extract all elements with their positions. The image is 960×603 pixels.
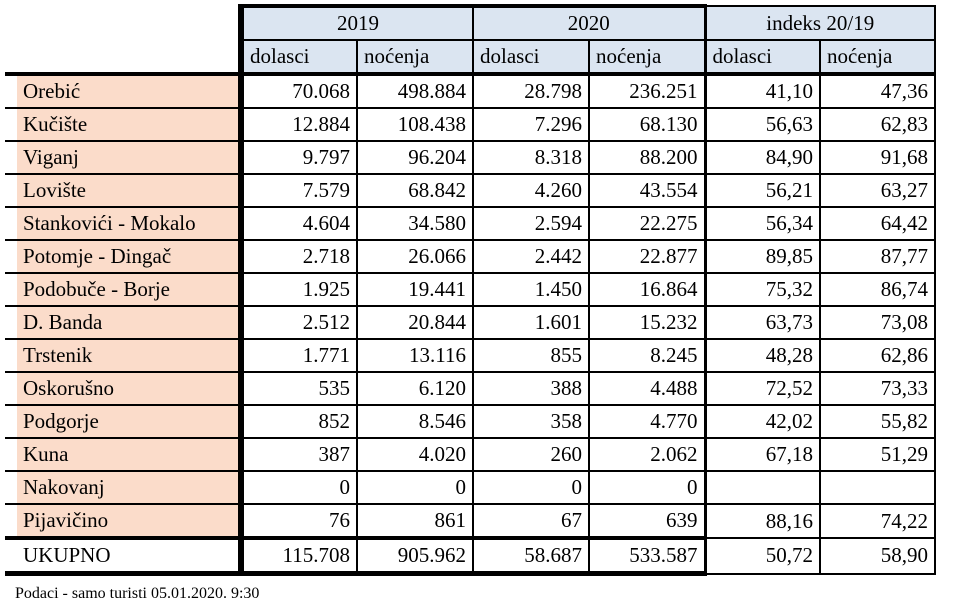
row-gutter	[5, 504, 17, 538]
value-cell: 2.442	[473, 240, 589, 273]
footer-note: Podaci - samo turisti 05.01.2020. 9:30	[15, 585, 260, 602]
value-cell: 12.884	[241, 108, 357, 141]
row-gutter	[5, 174, 17, 207]
value-cell: 2.594	[473, 207, 589, 240]
value-cell	[820, 471, 935, 504]
value-cell: 67	[473, 504, 589, 538]
value-cell: 7.296	[473, 108, 589, 141]
value-cell: 1.450	[473, 273, 589, 306]
sub-header-nocenja-2019: noćenja	[357, 40, 473, 74]
value-cell: 56,34	[705, 207, 820, 240]
value-cell: 16.864	[589, 273, 705, 306]
value-cell: 7.579	[241, 174, 357, 207]
place-name-cell: Pijavičino	[17, 504, 241, 538]
table-row	[5, 438, 935, 471]
value-cell: 47,36	[820, 74, 935, 108]
tourism-stats-table	[5, 4, 936, 576]
value-cell: 51,29	[820, 438, 935, 471]
value-cell: 260	[473, 438, 589, 471]
place-name-cell: Kuna	[17, 438, 241, 471]
sub-header-dolasci-2019: dolasci	[241, 40, 357, 74]
place-name-cell: Oskorušno	[17, 372, 241, 405]
place-name-cell: Stankovići - Mokalo	[17, 207, 241, 240]
value-cell: 861	[357, 504, 473, 538]
value-cell: 1.925	[241, 273, 357, 306]
row-gutter	[5, 141, 17, 174]
value-cell: 0	[357, 471, 473, 504]
table-row	[5, 240, 935, 273]
table-row	[5, 108, 935, 141]
value-cell: 4.488	[589, 372, 705, 405]
value-cell: 56,63	[705, 108, 820, 141]
total-label-cell: UKUPNO	[17, 538, 241, 574]
sub-header-nocenja-indeks: noćenja	[820, 40, 935, 74]
value-cell: 41,10	[705, 74, 820, 108]
sub-header-nocenja-2020: noćenja	[589, 40, 705, 74]
group-header-2019: 2019	[241, 6, 473, 40]
value-cell: 855	[473, 339, 589, 372]
sub-header-dolasci-indeks: dolasci	[705, 40, 820, 74]
row-gutter	[5, 405, 17, 438]
value-cell: 88.200	[589, 141, 705, 174]
value-cell: 905.962	[357, 538, 473, 574]
value-cell: 8.318	[473, 141, 589, 174]
value-cell: 50,72	[705, 538, 820, 574]
value-cell: 73,08	[820, 306, 935, 339]
table-row	[5, 207, 935, 240]
table-row	[5, 306, 935, 339]
table-row	[5, 372, 935, 405]
row-gutter	[5, 108, 17, 141]
place-name-cell: Trstenik	[17, 339, 241, 372]
value-cell: 535	[241, 372, 357, 405]
value-cell: 19.441	[357, 273, 473, 306]
value-cell: 358	[473, 405, 589, 438]
value-cell: 22.275	[589, 207, 705, 240]
group-header-indeks: indeks 20/19	[705, 6, 935, 40]
value-cell: 55,82	[820, 405, 935, 438]
corner-blank-cell	[17, 6, 241, 74]
row-gutter	[5, 306, 17, 339]
value-cell: 4.020	[357, 438, 473, 471]
value-cell: 64,42	[820, 207, 935, 240]
value-cell: 639	[589, 504, 705, 538]
value-cell: 63,73	[705, 306, 820, 339]
value-cell: 2.512	[241, 306, 357, 339]
table-row	[5, 339, 935, 372]
value-cell: 0	[589, 471, 705, 504]
value-cell: 89,85	[705, 240, 820, 273]
value-cell: 236.251	[589, 74, 705, 108]
value-cell: 1.771	[241, 339, 357, 372]
row-gutter	[5, 273, 17, 306]
row-gutter	[5, 538, 17, 574]
row-gutter	[5, 438, 17, 471]
year-group-header-row	[5, 6, 935, 40]
value-cell: 0	[473, 471, 589, 504]
value-cell: 4.260	[473, 174, 589, 207]
value-cell: 87,77	[820, 240, 935, 273]
value-cell: 852	[241, 405, 357, 438]
group-header-2020: 2020	[473, 6, 705, 40]
place-name-cell: D. Banda	[17, 306, 241, 339]
value-cell: 72,52	[705, 372, 820, 405]
value-cell: 4.604	[241, 207, 357, 240]
value-cell: 68.130	[589, 108, 705, 141]
table-row	[5, 141, 935, 174]
place-name-cell: Orebić	[17, 74, 241, 108]
value-cell: 67,18	[705, 438, 820, 471]
value-cell: 15.232	[589, 306, 705, 339]
value-cell: 84,90	[705, 141, 820, 174]
value-cell: 34.580	[357, 207, 473, 240]
value-cell: 63,27	[820, 174, 935, 207]
row-gutter	[5, 240, 17, 273]
value-cell: 86,74	[820, 273, 935, 306]
value-cell: 62,83	[820, 108, 935, 141]
value-cell: 533.587	[589, 538, 705, 574]
row-gutter	[5, 471, 17, 504]
place-name-cell: Kučište	[17, 108, 241, 141]
sub-header-dolasci-2020: dolasci	[473, 40, 589, 74]
table-row	[5, 405, 935, 438]
place-name-cell: Podobuče - Borje	[17, 273, 241, 306]
value-cell: 2.718	[241, 240, 357, 273]
value-cell: 498.884	[357, 74, 473, 108]
value-cell: 58,90	[820, 538, 935, 574]
value-cell: 58.687	[473, 538, 589, 574]
value-cell: 13.116	[357, 339, 473, 372]
table-row	[5, 471, 935, 504]
value-cell	[705, 471, 820, 504]
value-cell: 26.066	[357, 240, 473, 273]
row-gutter	[5, 207, 17, 240]
value-cell: 2.062	[589, 438, 705, 471]
value-cell: 96.204	[357, 141, 473, 174]
value-cell: 0	[241, 471, 357, 504]
value-cell: 387	[241, 438, 357, 471]
value-cell: 9.797	[241, 141, 357, 174]
value-cell: 68.842	[357, 174, 473, 207]
place-name-cell: Podgorje	[17, 405, 241, 438]
value-cell: 4.770	[589, 405, 705, 438]
value-cell: 74,22	[820, 504, 935, 538]
value-cell: 76	[241, 504, 357, 538]
value-cell: 56,21	[705, 174, 820, 207]
place-name-cell: Lovište	[17, 174, 241, 207]
value-cell: 6.120	[357, 372, 473, 405]
value-cell: 91,68	[820, 141, 935, 174]
value-cell: 62,86	[820, 339, 935, 372]
row-gutter	[5, 339, 17, 372]
value-cell: 73,33	[820, 372, 935, 405]
place-name-cell: Nakovanj	[17, 471, 241, 504]
table-row	[5, 174, 935, 207]
value-cell: 20.844	[357, 306, 473, 339]
value-cell: 43.554	[589, 174, 705, 207]
value-cell: 88,16	[705, 504, 820, 538]
value-cell: 108.438	[357, 108, 473, 141]
row-gutter	[5, 74, 17, 108]
table-body	[5, 74, 935, 574]
value-cell: 70.068	[241, 74, 357, 108]
value-cell: 22.877	[589, 240, 705, 273]
total-row	[5, 538, 935, 574]
value-cell: 8.546	[357, 405, 473, 438]
place-name-cell: Potomje - Dingač	[17, 240, 241, 273]
table-row	[5, 74, 935, 108]
value-cell: 28.798	[473, 74, 589, 108]
value-cell: 388	[473, 372, 589, 405]
place-name-cell: Viganj	[17, 141, 241, 174]
gutter-cell	[5, 6, 17, 74]
value-cell: 48,28	[705, 339, 820, 372]
table-row	[5, 273, 935, 306]
value-cell: 75,32	[705, 273, 820, 306]
value-cell: 8.245	[589, 339, 705, 372]
value-cell: 1.601	[473, 306, 589, 339]
value-cell: 42,02	[705, 405, 820, 438]
row-gutter	[5, 372, 17, 405]
value-cell: 115.708	[241, 538, 357, 574]
table-row	[5, 504, 935, 538]
